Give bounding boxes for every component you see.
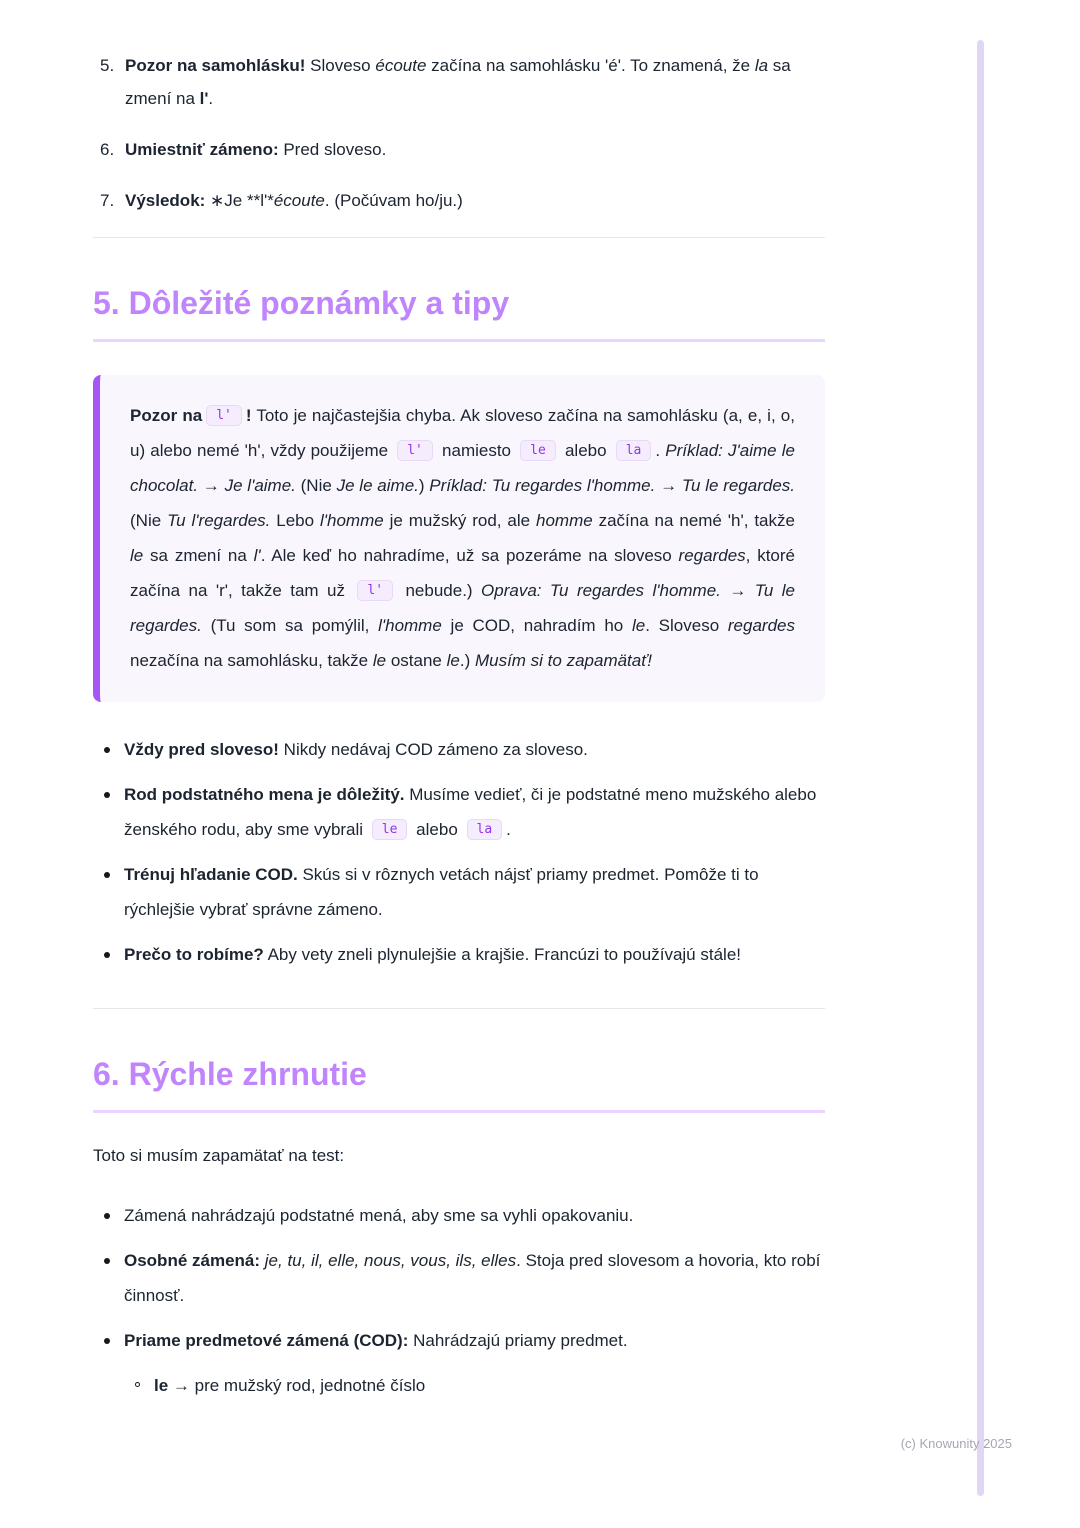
callout-text: Pozor na l' ! Toto je najčastejšia chyba. Ak sloveso začína na samohlásku (a, e, i, o, u) alebo nemé 'h', vždy použijeme l' namiesto le alebo la . Príklad: J'aime le chocolat. → Je l'aime. (Nie Je le aime.) Príklad: Tu regardes l'homme. → Tu le regardes. (Nie Tu l'regardes. Lebo l'homme je mužský rod, ale homme začína na nemé 'h', takže le sa zmení na l'. Ale keď ho nahradíme, už sa pozeráme na sloveso regardes, ktoré začína na 'r', takže tam už l' nebude.) Oprava: Tu regardes l'homme. → Tu le regardes. (Tu som sa pomýlil, l'homme je COD, nahradím ho le. Sloveso regardes nezačína na samohlásku, takže le ostane le.) Musím si to zapamätať! [130,406,796,670]
list-item [93,1198,825,1233]
bullet-icon [104,1213,110,1219]
bullet-icon [104,792,110,798]
section-divider [93,1008,825,1009]
list-item [100,133,825,166]
list-item-text: Vždy pred sloveso! Nikdy nedávaj COD zámeno za sloveso. [124,740,588,759]
bullet-icon [104,1338,110,1344]
list-item-text: Osobné zámená: je, tu, il, elle, nous, vous, ils, elles. Stoja pred slovesom a hovoria, kto robí činnosť. [124,1251,821,1305]
list-item [100,49,825,115]
bullet-icon [104,952,110,958]
list-number: 6. [100,140,115,159]
list-item-text: Prečo to robíme? Aby vety zneli plynulejšie a krajšie. Francúzi to používajú stále! [124,945,741,964]
hollow-bullet-icon [135,1382,140,1387]
scrollbar-thumb[interactable] [977,40,984,1496]
list-number: 5. [100,56,115,75]
section-5-heading: 5. Dôležité poznámky a tipy [93,284,825,342]
list-item-text: Trénuj hľadanie COD. Skús si v rôznych vetách nájsť priamy predmet. Pomôže ti to rýchlejšie vybrať správne zámeno. [124,865,759,919]
section-6-bullet-list [93,1198,825,1403]
list-item [93,937,825,972]
numbered-steps-list [93,49,825,217]
sub-bullet-list [93,1368,825,1403]
bullet-icon [104,1258,110,1264]
list-item [93,732,825,767]
section-6-intro: Toto si musím zapamätať na test: [93,1146,345,1165]
section-6-heading: 6. Rýchle zhrnutie [93,1055,825,1113]
list-item [93,857,825,927]
list-item-text: Výsledok: ∗Je **l'*écoute. (Počúvam ho/ju.) [125,191,463,210]
list-item [93,1323,825,1358]
list-item-text: Umiestniť zámeno: Pred sloveso. [125,140,387,159]
section-divider [93,237,825,238]
list-item-text: Priame predmetové zámená (COD): Nahrádzajú priamy predmet. [124,1331,628,1350]
list-item-text: le → pre mužský rod, jednotné číslo [154,1376,426,1395]
list-item-text: Pozor na samohlásku! Sloveso écoute začína na samohlásku 'é'. To znamená, že la sa zmení na l'. [125,56,791,108]
tip-callout [93,375,825,702]
section-5-bullet-list [93,732,825,972]
list-item-group [93,1323,825,1403]
list-item-text: Zámená nahrádzajú podstatné mená, aby sme sa vyhli opakovaniu. [124,1206,634,1225]
bullet-icon [104,872,110,878]
document-content [93,0,825,1403]
list-item [93,1243,825,1313]
list-number: 7. [100,191,115,210]
list-item-text: Rod podstatného mena je dôležitý. Musíme vedieť, či je podstatné meno mužského alebo ženského rodu, aby sme vybrali le alebo la . [124,785,817,839]
list-item [100,184,825,217]
bullet-icon [104,747,110,753]
list-item [125,1368,825,1403]
list-item [93,777,825,847]
copyright-footer: (c) Knowunity 2025 [900,1436,1012,1451]
